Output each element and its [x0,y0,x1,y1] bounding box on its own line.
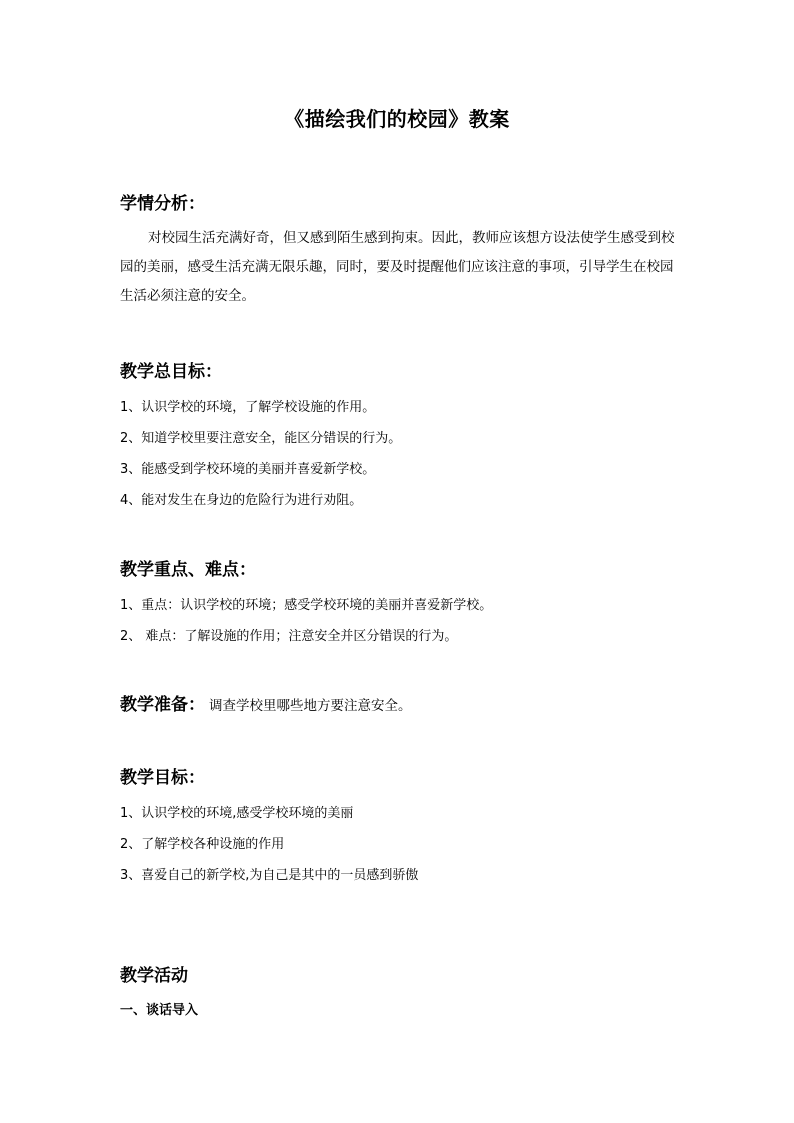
key-point-item: 2、 难点：了解设施的作用；注意安全并区分错误的行为。 [120,629,458,644]
preparation-text: 调查学校里哪些地方要注意安全。 [209,698,412,714]
key-points-heading: 教学重点、难点： [120,560,256,580]
preparation-line [120,690,412,715]
key-point-item: 1、重点：认识学校的环境；感受学校环境的美丽并喜爱新学校。 [120,598,493,613]
overall-goal-item: 4、能对发生在身边的危险行为进行劝阻。 [120,493,363,508]
overall-goals-heading: 教学总目标： [120,362,222,382]
goal-item: 1、认识学校的环境,感受学校环境的美丽 [120,806,354,821]
goal-item: 2、了解学校各种设施的作用 [120,837,285,852]
preparation-heading: 教学准备： [120,695,205,715]
activities-heading: 教学活动 [120,966,188,986]
overall-goal-item: 1、认识学校的环境，了解学校设施的作用。 [120,400,376,415]
overall-goal-item: 3、能感受到学校环境的美丽并喜爱新学校。 [120,462,376,477]
goal-item: 3、喜爱自己的新学校,为自己是其中的一员感到骄傲 [120,868,419,883]
overall-goal-item: 2、知道学校里要注意安全，能区分错误的行为。 [120,431,402,446]
analysis-paragraph: 对校园生活充满好奇，但又感到陌生感到拘束。因此，教师应该想方设法使学生感受到校园的美丽，感受生活充满无限乐趣，同时，要及时提醒他们应该注意的事项，引导学生在校园生活必须注意的安全。 [120,230,675,304]
activities-subheading: 一、谈话导入 [120,1003,199,1018]
document-title: 《描绘我们的校园》教案 [284,107,510,131]
goals-heading: 教学目标： [120,768,205,788]
analysis-heading: 学情分析： [120,194,205,214]
